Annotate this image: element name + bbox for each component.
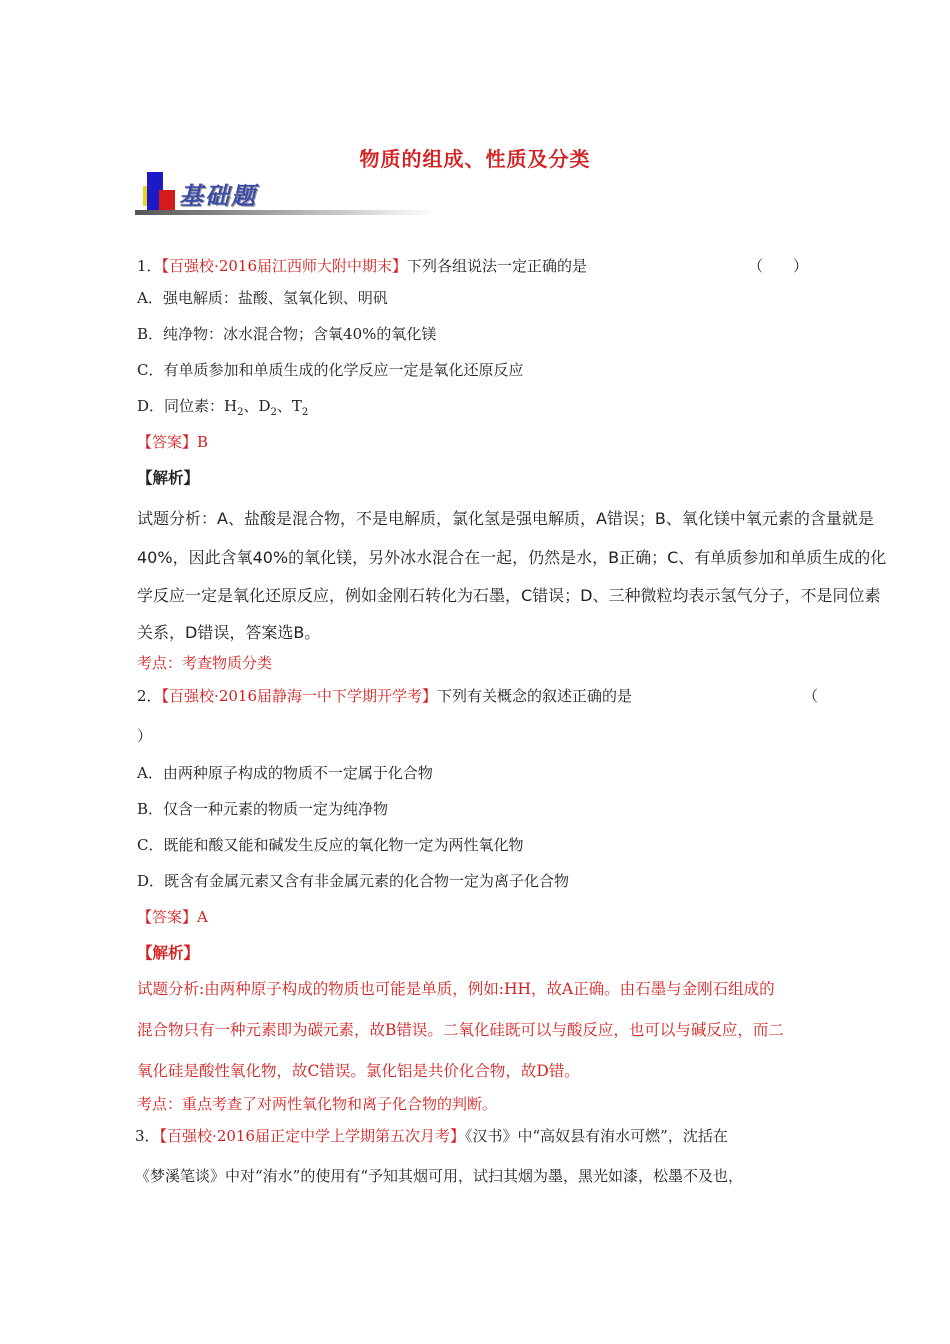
option-d	[137, 395, 308, 418]
option-d-prefix: D．同位素：H	[137, 397, 238, 415]
analysis-line: 试题分析:由两种原子构成的物质也可能是单质，例如:HH，故A正确。由石墨与金刚石组成的	[137, 980, 775, 998]
option-d-part: 、T	[276, 397, 302, 415]
question-number: 1．	[137, 257, 162, 275]
answer-value: B	[197, 433, 209, 451]
subscript: 2	[237, 407, 244, 418]
option-a: A．强电解质：盐酸、氢氧化钡、明矾	[137, 289, 388, 307]
answer-paren-close: ）	[137, 727, 153, 745]
option-c: C．有单质参加和单质生成的化学反应一定是氧化还原反应	[137, 361, 524, 379]
analysis-line: 关系，D错误，答案选B。	[137, 623, 321, 642]
analysis-line: 学反应一定是氧化还原反应，例如金刚石转化为石墨，C错误；D、三种微粒均表示氢气分子，不是同位素	[137, 586, 881, 605]
analysis-line: 氧化硅是酸性氧化物，故C错误。氯化铝是共价化合物，故D错。	[137, 1062, 580, 1080]
option-d-part: 、D	[243, 397, 271, 415]
question-1-stem	[137, 255, 587, 276]
option-d: D．既含有金属元素又含有非金属元素的化合物一定为离子化合物	[137, 872, 570, 890]
question-text: 下列各组说法一定正确的是	[407, 257, 588, 275]
question-text: 下列有关概念的叙述正确的是	[437, 687, 633, 705]
answer-paren: （ ）	[748, 257, 809, 275]
question-text-line: 《梦溪笔谈》中对“洧水”的使用有“予知其烟可用，试扫其烟为墨，黑光如漆，松墨不及也，	[135, 1167, 744, 1185]
subscript: 2	[301, 407, 309, 418]
question-source: 【百强校·2016届江西师大附中期末】	[161, 257, 407, 275]
question-2-stem	[137, 685, 632, 706]
answer-line	[137, 906, 208, 927]
question-number: 2．	[137, 687, 162, 705]
answer-label: 【答案】	[137, 908, 198, 926]
page-title: 物质的组成、性质及分类	[359, 147, 591, 171]
analysis-line: 40%，因此含氧40%的氧化镁，另外冰水混合在一起，仍然是水，B正确；C、有单质参加和单质生成的化	[137, 548, 887, 567]
question-number: 3．	[135, 1127, 160, 1145]
answer-paren-open: （	[803, 687, 819, 705]
answer-value: A	[197, 908, 208, 926]
subscript: 2	[270, 407, 277, 418]
section-banner	[135, 172, 435, 220]
analysis-line: 混合物只有一种元素即为碳元素，故B错误。二氧化硅既可以与酸反应，也可以与碱反应，而二	[137, 1021, 784, 1039]
option-b: B．纯净物：冰水混合物；含氧40%的氧化镁	[137, 325, 437, 343]
question-3-stem	[135, 1125, 728, 1146]
banner-label: 基础题	[179, 181, 257, 210]
kaodian: 考点：重点考查了对两性氧化物和离子化合物的判断。	[137, 1095, 498, 1113]
question-text: 《汉书》中“高奴县有洧水可燃”，沈括在	[465, 1127, 728, 1145]
answer-label: 【答案】	[137, 433, 198, 451]
kaodian: 考点：考查物质分类	[137, 654, 273, 672]
analysis-line: 试题分析：A、盐酸是混合物，不是电解质，氯化氢是强电解质，A错误；B、氧化镁中氧元素的含量就是	[137, 509, 874, 528]
option-b: B．仅含一种元素的物质一定为纯净物	[137, 800, 389, 818]
option-c: C．既能和酸又能和碱发生反应的氧化物一定为两性氧化物	[137, 836, 524, 854]
option-a: A．由两种原子构成的物质不一定属于化合物	[137, 764, 433, 782]
question-source: 【百强校·2016届静海一中下学期开学考】	[161, 687, 437, 705]
question-source: 【百强校·2016届正定中学上学期第五次月考】	[159, 1127, 465, 1145]
answer-line	[137, 431, 208, 452]
analysis-label: 【解析】	[137, 944, 200, 962]
analysis-label: 【解析】	[137, 469, 200, 487]
banner-decoration-red	[159, 190, 175, 212]
